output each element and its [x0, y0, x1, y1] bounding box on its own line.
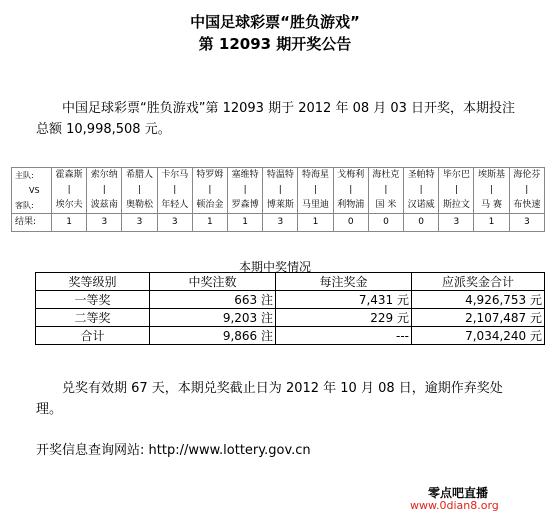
away-team: 博莱斯 — [266, 200, 294, 210]
match-separator: | — [102, 185, 106, 195]
prize-level: 二等奖 — [36, 309, 150, 327]
match-separator: | — [314, 185, 318, 195]
match-result: 0 — [368, 214, 403, 232]
vs-label: VS — [29, 186, 40, 195]
match-cell — [157, 168, 192, 214]
watermark-title: 零点吧直播 — [428, 486, 489, 500]
home-team: 毕尔巴 — [442, 170, 470, 180]
header-total: 应派奖金合计 — [412, 273, 545, 291]
match-cell — [509, 168, 544, 214]
match-cell — [368, 168, 403, 214]
match-result: 3 — [122, 214, 157, 232]
match-cell — [404, 168, 439, 214]
match-cell — [192, 168, 227, 214]
match-result: 1 — [52, 214, 87, 232]
prize-total: 4,926,753 元 — [412, 291, 545, 309]
match-result: 1 — [228, 214, 263, 232]
home-team: 特罗姆 — [196, 170, 224, 180]
match-result: 0 — [404, 214, 439, 232]
home-team: 卡尔马 — [161, 170, 189, 180]
match-separator: | — [67, 185, 71, 195]
match-separator: | — [490, 185, 494, 195]
match-cell — [122, 168, 157, 214]
away-team: 国 米 — [375, 200, 397, 210]
prize-level: 合计 — [36, 327, 150, 345]
match-result: 3 — [263, 214, 298, 232]
match-result: 0 — [333, 214, 368, 232]
away-team: 布快速 — [513, 200, 541, 210]
match-result: 3 — [157, 214, 192, 232]
match-result: 1 — [192, 214, 227, 232]
home-team: 特温特 — [266, 170, 294, 180]
intro-paragraph: 中国足球彩票“胜负游戏”第 12093 期于 2012 年 08 月 03 日开奖，本期投注总额 10,998,508 元。 — [36, 101, 516, 137]
match-cell — [474, 168, 509, 214]
home-team: 希腊人 — [126, 170, 154, 180]
prize-bonus: 229 元 — [276, 309, 412, 327]
prize-caption: 本期中奖情况 — [238, 260, 311, 274]
match-result: 3 — [439, 214, 474, 232]
prize-total: 2,107,487 元 — [412, 309, 545, 327]
website-line: 开奖信息查询网站: http://www.lottery.gov.cn — [36, 443, 311, 458]
home-team: 海伦芬 — [513, 170, 541, 180]
home-team: 戈梅利 — [337, 170, 365, 180]
result-label: 结果: — [12, 214, 52, 232]
header-bonus: 每注奖金 — [276, 273, 412, 291]
home-team: 索尔纳 — [90, 170, 118, 180]
match-separator: | — [349, 185, 353, 195]
issue-title: 第 12093 期开奖公告 — [198, 35, 352, 53]
match-cell — [228, 168, 263, 214]
redeem-paragraph: 兑奖有效期 67 天，本期兑奖截止日为 2012 年 10 月 08 日，逾期作弃奖处理。 — [36, 381, 503, 417]
match-cell — [298, 168, 333, 214]
match-cell — [87, 168, 122, 214]
away-team: 年轻人 — [161, 200, 189, 210]
away-team: 奥勒松 — [126, 200, 154, 210]
home-team: 圣帕特 — [407, 170, 435, 180]
home-team: 海杜克 — [372, 170, 400, 180]
away-team: 马里迪 — [302, 200, 330, 210]
prize-count: 663 注 — [150, 291, 276, 309]
header-level: 奖等级别 — [36, 273, 150, 291]
away-team: 罗森博 — [231, 200, 259, 210]
header-count: 中奖注数 — [150, 273, 276, 291]
away-team: 汉诺威 — [407, 200, 435, 210]
prize-header-row — [36, 273, 545, 291]
away-team: 波兹南 — [90, 200, 118, 210]
prize-row-second — [36, 309, 545, 327]
match-cell — [52, 168, 87, 214]
match-separator: | — [384, 185, 388, 195]
match-separator: | — [525, 185, 529, 195]
match-result: 3 — [509, 214, 544, 232]
match-table — [11, 167, 545, 232]
team-labels — [12, 168, 52, 214]
away-team: 埃尔夫 — [55, 200, 83, 210]
home-team: 特海星 — [302, 170, 330, 180]
match-separator: | — [454, 185, 458, 195]
prize-bonus: --- — [276, 327, 412, 345]
match-result: 1 — [298, 214, 333, 232]
match-result: 3 — [87, 214, 122, 232]
match-cell — [439, 168, 474, 214]
match-separator: | — [419, 185, 423, 195]
prize-row-first — [36, 291, 545, 309]
announcement-title: 中国足球彩票“胜负游戏” — [190, 13, 360, 31]
match-result: 1 — [474, 214, 509, 232]
match-separator: | — [208, 185, 212, 195]
away-team: 顿治金 — [196, 200, 224, 210]
match-results-row — [12, 214, 545, 232]
home-team: 埃斯基 — [478, 170, 506, 180]
prize-row-sum — [36, 327, 545, 345]
match-separator: | — [243, 185, 247, 195]
match-separator: | — [137, 185, 142, 195]
match-cell — [263, 168, 298, 214]
away-team: 马 赛 — [481, 200, 502, 210]
away-label: 客队: — [15, 201, 34, 210]
away-team: 利物浦 — [337, 200, 365, 210]
prize-level: 一等奖 — [36, 291, 150, 309]
prize-bonus: 7,431 元 — [276, 291, 412, 309]
watermark-url: www.0dian8.org — [410, 499, 499, 512]
match-separator: | — [278, 185, 282, 195]
prize-count: 9,203 注 — [150, 309, 276, 327]
prize-table — [35, 272, 545, 345]
prize-count: 9,866 注 — [150, 327, 276, 345]
match-teams-row — [12, 168, 545, 214]
home-label: 主队: — [15, 171, 34, 180]
away-team: 斯拉文 — [442, 200, 470, 210]
prize-total: 7,034,240 元 — [412, 327, 545, 345]
home-team: 塞维特 — [231, 170, 259, 180]
match-separator: | — [173, 185, 177, 195]
home-team: 霍森斯 — [55, 170, 83, 180]
match-cell — [333, 168, 368, 214]
